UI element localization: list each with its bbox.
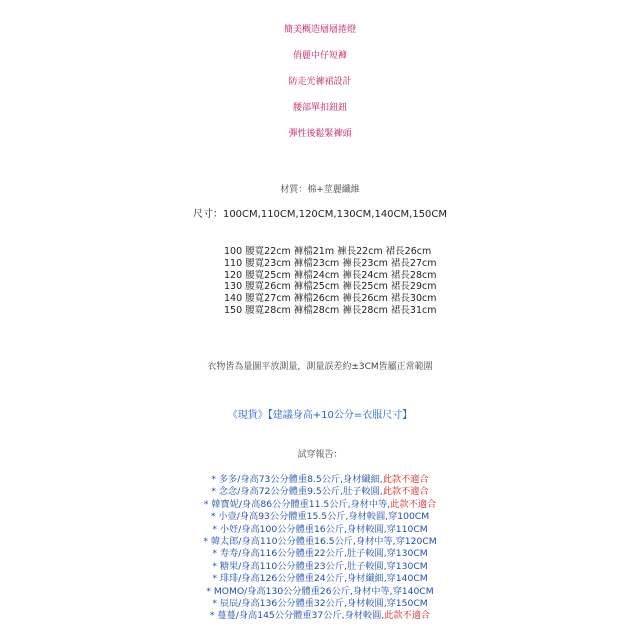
size-row: 150 腰寬28cm 褲檔28cm 褲長28cm 裙長31cm [224,304,437,316]
tester-row: * 辰辰/身高136公分體重32公斤,身材較圓,穿150CM [212,597,428,609]
tester-report-title: 試穿報告： [297,450,343,460]
size-recommendation: 《現貨》【建議身高+10公分=衣服尺寸】 [227,410,413,421]
tester-row: * 糖果/身高110公分體重23公斤,肚子較圓,穿130CM [212,560,428,572]
tester-row: * 念念/身高72公分體重9.5公斤,肚子較圓,此款不適合 [211,486,429,498]
feature-line-2: 俏麗中仔短褲 [292,51,347,61]
feature-line-4: 腰部單扣鈕鈕 [292,103,347,113]
tester-row: * 小壹/身高93公分體重15.5公斤,身材較圓,穿100CM [210,511,430,523]
feature-line-1: 簡美概造層層捲燈 [283,25,356,35]
tester-report [0,474,640,623]
tester-row: * MOMO/身高130公分體重26公斤,身材中等,穿140CM [206,585,434,597]
size-row: 100 腰寬22cm 褲檔21m 褲長22cm 裙長26cm [224,246,432,257]
tester-row: * 琲琲/身高126公分體重24公斤,身材纖細,穿140CM [212,573,428,585]
tester-row: * 韓寶妮/身高86公分體重11.5公斤,身材中等,此款不適合 [203,498,437,510]
size-list: 尺寸：100CM,110CM,120CM,130CM,140CM,150CM [192,209,448,220]
tester-row: * 韓太郎/身高110公分體重16.5公斤,身材中等,穿120CM [203,535,437,547]
tester-row: * 多多/身高73公分體重8.5公斤,身材纖細,此款不適合 [211,474,429,485]
measurement-note: 衣物皆為量圖平放測量，測量誤差約±3CM皆屬正常範圍 [207,362,433,372]
tester-row: * 寿寿/身高116公分體重22公斤,肚子較圓,穿130CM [212,548,428,560]
size-table [224,246,436,317]
size-row: 110 腰寬23cm 褲檔23cm 褲長23cm 裙長27cm [224,257,437,269]
size-row: 120 腰寬25cm 褲檔24cm 褲長24cm 裙長28cm [224,269,437,281]
tester-row: * 蔓蔓/身高145公分體重37公斤,身材較圓,此款不適合 [209,610,431,622]
size-row: 130 腰寬26cm 褲檔25cm 褲長25cm 裙長29cm [224,281,437,293]
feature-line-5: 彈性後鬆緊褲頭 [288,129,352,139]
tester-row: * 小妤/身高100公分體重16公斤,身材較圓,穿110CM [212,523,428,535]
size-row: 140 腰寬27cm 褲檔26cm 褲長26cm 裙長30cm [224,293,437,305]
feature-line-3: 防走光褲裙設計 [288,77,352,87]
material-text: 材質：棉+莖麗纖維 [280,185,360,195]
